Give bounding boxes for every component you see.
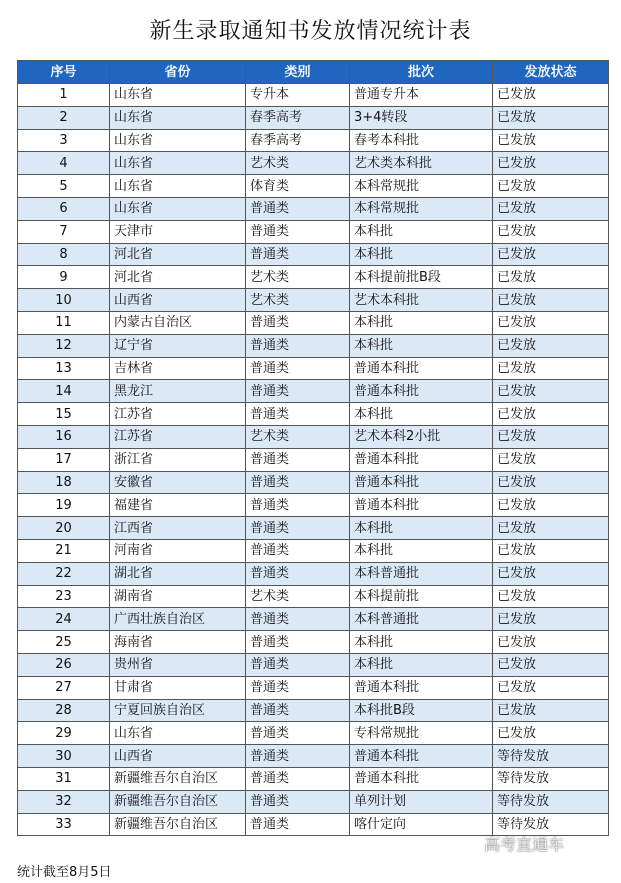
table-row bbox=[18, 84, 609, 107]
cell-batch: 本科批 bbox=[350, 334, 493, 357]
cell-batch: 普通本科批 bbox=[350, 448, 493, 471]
cell-category: 艺术类 bbox=[246, 585, 350, 608]
cell-index: 1 bbox=[18, 84, 110, 107]
cell-status: 已发放 bbox=[493, 243, 609, 266]
cell-batch: 本科批 bbox=[350, 403, 493, 426]
cell-status: 已发放 bbox=[493, 608, 609, 631]
table-row bbox=[18, 494, 609, 517]
cell-batch: 普通专升本 bbox=[350, 84, 493, 107]
table-header-row bbox=[18, 61, 609, 84]
cell-index: 26 bbox=[18, 653, 110, 676]
column-header-status: 发放状态 bbox=[493, 61, 609, 84]
table-row bbox=[18, 152, 609, 175]
cell-category: 普通类 bbox=[246, 745, 350, 768]
table-row bbox=[18, 448, 609, 471]
table-row bbox=[18, 425, 609, 448]
cell-province: 山东省 bbox=[110, 106, 246, 129]
cell-batch: 春考本科批 bbox=[350, 129, 493, 152]
cell-category: 普通类 bbox=[246, 197, 350, 220]
cell-batch: 喀什定向 bbox=[350, 813, 493, 836]
table-row bbox=[18, 653, 609, 676]
cell-province: 黑龙江 bbox=[110, 380, 246, 403]
column-header-batch: 批次 bbox=[350, 61, 493, 84]
table-row bbox=[18, 699, 609, 722]
cell-province: 新疆维吾尔自治区 bbox=[110, 790, 246, 813]
cell-status: 已发放 bbox=[493, 403, 609, 426]
cell-status: 已发放 bbox=[493, 266, 609, 289]
cell-category: 普通类 bbox=[246, 334, 350, 357]
cell-category: 普通类 bbox=[246, 653, 350, 676]
cell-province: 新疆维吾尔自治区 bbox=[110, 813, 246, 836]
cell-index: 16 bbox=[18, 425, 110, 448]
cell-category: 普通类 bbox=[246, 357, 350, 380]
cell-category: 普通类 bbox=[246, 676, 350, 699]
table-row bbox=[18, 471, 609, 494]
cell-category: 普通类 bbox=[246, 243, 350, 266]
statistics-table bbox=[17, 60, 609, 836]
cell-batch: 艺术本科批 bbox=[350, 289, 493, 312]
cell-province: 江西省 bbox=[110, 517, 246, 540]
cell-status: 已发放 bbox=[493, 106, 609, 129]
cell-province: 贵州省 bbox=[110, 653, 246, 676]
cell-batch: 单列计划 bbox=[350, 790, 493, 813]
cell-province: 辽宁省 bbox=[110, 334, 246, 357]
cell-index: 10 bbox=[18, 289, 110, 312]
cell-category: 普通类 bbox=[246, 790, 350, 813]
cell-status: 已发放 bbox=[493, 129, 609, 152]
table-row bbox=[18, 380, 609, 403]
cell-province: 新疆维吾尔自治区 bbox=[110, 767, 246, 790]
cell-province: 浙江省 bbox=[110, 448, 246, 471]
cell-batch: 本科常规批 bbox=[350, 175, 493, 198]
cell-index: 30 bbox=[18, 745, 110, 768]
cell-province: 山东省 bbox=[110, 197, 246, 220]
cell-status: 已发放 bbox=[493, 357, 609, 380]
table-row bbox=[18, 357, 609, 380]
cell-province: 河南省 bbox=[110, 539, 246, 562]
cell-status: 已发放 bbox=[493, 311, 609, 334]
cell-province: 山东省 bbox=[110, 175, 246, 198]
cell-batch: 艺术本科2小批 bbox=[350, 425, 493, 448]
table-row bbox=[18, 311, 609, 334]
cell-index: 15 bbox=[18, 403, 110, 426]
cell-batch: 普通本科批 bbox=[350, 357, 493, 380]
table-row bbox=[18, 197, 609, 220]
cell-index: 17 bbox=[18, 448, 110, 471]
cell-province: 吉林省 bbox=[110, 357, 246, 380]
cell-batch: 本科提前批 bbox=[350, 585, 493, 608]
cell-category: 普通类 bbox=[246, 517, 350, 540]
column-header-index: 序号 bbox=[18, 61, 110, 84]
cell-index: 5 bbox=[18, 175, 110, 198]
cell-index: 12 bbox=[18, 334, 110, 357]
table-row bbox=[18, 722, 609, 745]
cell-index: 33 bbox=[18, 813, 110, 836]
cell-batch: 普通本科批 bbox=[350, 745, 493, 768]
cell-category: 春季高考 bbox=[246, 129, 350, 152]
cell-province: 天津市 bbox=[110, 220, 246, 243]
cell-index: 7 bbox=[18, 220, 110, 243]
cell-province: 山西省 bbox=[110, 745, 246, 768]
table-row bbox=[18, 129, 609, 152]
cell-status: 已发放 bbox=[493, 517, 609, 540]
cell-batch: 普通本科批 bbox=[350, 494, 493, 517]
table-row bbox=[18, 106, 609, 129]
table-row bbox=[18, 790, 609, 813]
table-row bbox=[18, 266, 609, 289]
cell-index: 32 bbox=[18, 790, 110, 813]
table-row bbox=[18, 631, 609, 654]
cell-batch: 3+4转段 bbox=[350, 106, 493, 129]
cell-batch: 本科批 bbox=[350, 517, 493, 540]
cell-batch: 专科常规批 bbox=[350, 722, 493, 745]
cell-batch: 普通本科批 bbox=[350, 380, 493, 403]
cell-status: 等待发放 bbox=[493, 767, 609, 790]
cell-status: 已发放 bbox=[493, 585, 609, 608]
table-row bbox=[18, 220, 609, 243]
cell-index: 13 bbox=[18, 357, 110, 380]
cell-batch: 本科批 bbox=[350, 220, 493, 243]
cell-status: 已发放 bbox=[493, 471, 609, 494]
cell-index: 28 bbox=[18, 699, 110, 722]
cell-category: 普通类 bbox=[246, 311, 350, 334]
cell-batch: 本科批 bbox=[350, 653, 493, 676]
cell-category: 艺术类 bbox=[246, 289, 350, 312]
page-title: 新生录取通知书发放情况统计表 bbox=[149, 19, 472, 44]
cell-province: 山西省 bbox=[110, 289, 246, 312]
cell-category: 体育类 bbox=[246, 175, 350, 198]
table-row bbox=[18, 539, 609, 562]
cell-status: 已发放 bbox=[493, 653, 609, 676]
cell-category: 普通类 bbox=[246, 562, 350, 585]
table-row bbox=[18, 243, 609, 266]
cell-batch: 本科普通批 bbox=[350, 608, 493, 631]
table-row bbox=[18, 608, 609, 631]
cell-province: 福建省 bbox=[110, 494, 246, 517]
cell-category: 普通类 bbox=[246, 631, 350, 654]
cell-status: 已发放 bbox=[493, 175, 609, 198]
cell-status: 已发放 bbox=[493, 676, 609, 699]
cell-index: 8 bbox=[18, 243, 110, 266]
cell-index: 25 bbox=[18, 631, 110, 654]
table-row bbox=[18, 676, 609, 699]
cell-status: 已发放 bbox=[493, 197, 609, 220]
column-header-province: 省份 bbox=[110, 61, 246, 84]
cell-province: 内蒙古自治区 bbox=[110, 311, 246, 334]
table-row bbox=[18, 403, 609, 426]
cell-index: 14 bbox=[18, 380, 110, 403]
cell-index: 9 bbox=[18, 266, 110, 289]
cell-status: 已发放 bbox=[493, 699, 609, 722]
cell-province: 山东省 bbox=[110, 722, 246, 745]
cell-status: 已发放 bbox=[493, 539, 609, 562]
cell-index: 22 bbox=[18, 562, 110, 585]
table-row bbox=[18, 175, 609, 198]
cell-index: 6 bbox=[18, 197, 110, 220]
cell-status: 已发放 bbox=[493, 448, 609, 471]
footer-note: 统计截至8月5日 bbox=[17, 865, 112, 880]
cell-province: 河北省 bbox=[110, 266, 246, 289]
cell-batch: 普通本科批 bbox=[350, 471, 493, 494]
table-body bbox=[18, 84, 609, 836]
cell-index: 20 bbox=[18, 517, 110, 540]
cell-batch: 本科批B段 bbox=[350, 699, 493, 722]
cell-index: 23 bbox=[18, 585, 110, 608]
column-header-category: 类别 bbox=[246, 61, 350, 84]
cell-batch: 普通本科批 bbox=[350, 676, 493, 699]
cell-province: 海南省 bbox=[110, 631, 246, 654]
cell-index: 31 bbox=[18, 767, 110, 790]
cell-index: 24 bbox=[18, 608, 110, 631]
cell-category: 专升本 bbox=[246, 84, 350, 107]
cell-status: 等待发放 bbox=[493, 790, 609, 813]
cell-status: 等待发放 bbox=[493, 745, 609, 768]
table-row bbox=[18, 745, 609, 768]
table-row bbox=[18, 517, 609, 540]
cell-batch: 本科普通批 bbox=[350, 562, 493, 585]
table-row bbox=[18, 767, 609, 790]
cell-province: 湖北省 bbox=[110, 562, 246, 585]
cell-status: 已发放 bbox=[493, 722, 609, 745]
table-row bbox=[18, 585, 609, 608]
cell-category: 普通类 bbox=[246, 608, 350, 631]
cell-province: 山东省 bbox=[110, 129, 246, 152]
cell-batch: 本科批 bbox=[350, 539, 493, 562]
cell-province: 宁夏回族自治区 bbox=[110, 699, 246, 722]
cell-index: 18 bbox=[18, 471, 110, 494]
cell-category: 普通类 bbox=[246, 220, 350, 243]
table-row bbox=[18, 289, 609, 312]
cell-province: 山东省 bbox=[110, 84, 246, 107]
cell-index: 2 bbox=[18, 106, 110, 129]
cell-category: 普通类 bbox=[246, 539, 350, 562]
cell-province: 江苏省 bbox=[110, 403, 246, 426]
cell-province: 河北省 bbox=[110, 243, 246, 266]
cell-category: 普通类 bbox=[246, 380, 350, 403]
cell-province: 山东省 bbox=[110, 152, 246, 175]
cell-batch: 本科提前批B段 bbox=[350, 266, 493, 289]
cell-category: 普通类 bbox=[246, 767, 350, 790]
cell-province: 江苏省 bbox=[110, 425, 246, 448]
cell-category: 普通类 bbox=[246, 699, 350, 722]
table-row bbox=[18, 562, 609, 585]
cell-category: 普通类 bbox=[246, 494, 350, 517]
cell-category: 普通类 bbox=[246, 403, 350, 426]
cell-category: 普通类 bbox=[246, 448, 350, 471]
cell-category: 普通类 bbox=[246, 471, 350, 494]
cell-index: 19 bbox=[18, 494, 110, 517]
cell-status: 已发放 bbox=[493, 289, 609, 312]
table-row bbox=[18, 334, 609, 357]
cell-province: 湖南省 bbox=[110, 585, 246, 608]
cell-index: 3 bbox=[18, 129, 110, 152]
cell-batch: 普通本科批 bbox=[350, 767, 493, 790]
watermark-text: 高考直通车 bbox=[484, 835, 565, 854]
cell-province: 安徽省 bbox=[110, 471, 246, 494]
cell-status: 已发放 bbox=[493, 334, 609, 357]
cell-province: 广西壮族自治区 bbox=[110, 608, 246, 631]
cell-batch: 本科批 bbox=[350, 311, 493, 334]
cell-category: 春季高考 bbox=[246, 106, 350, 129]
cell-batch: 本科常规批 bbox=[350, 197, 493, 220]
cell-category: 普通类 bbox=[246, 722, 350, 745]
cell-status: 已发放 bbox=[493, 425, 609, 448]
cell-index: 4 bbox=[18, 152, 110, 175]
cell-batch: 本科批 bbox=[350, 631, 493, 654]
cell-status: 已发放 bbox=[493, 152, 609, 175]
cell-category: 艺术类 bbox=[246, 425, 350, 448]
cell-batch: 本科批 bbox=[350, 243, 493, 266]
cell-status: 等待发放 bbox=[493, 813, 609, 836]
cell-index: 29 bbox=[18, 722, 110, 745]
cell-category: 普通类 bbox=[246, 813, 350, 836]
cell-status: 已发放 bbox=[493, 220, 609, 243]
cell-province: 甘肃省 bbox=[110, 676, 246, 699]
cell-status: 已发放 bbox=[493, 631, 609, 654]
cell-index: 11 bbox=[18, 311, 110, 334]
cell-batch: 艺术类本科批 bbox=[350, 152, 493, 175]
cell-status: 已发放 bbox=[493, 494, 609, 517]
cell-category: 艺术类 bbox=[246, 266, 350, 289]
cell-status: 已发放 bbox=[493, 380, 609, 403]
cell-index: 21 bbox=[18, 539, 110, 562]
cell-status: 已发放 bbox=[493, 84, 609, 107]
cell-category: 艺术类 bbox=[246, 152, 350, 175]
cell-status: 已发放 bbox=[493, 562, 609, 585]
cell-index: 27 bbox=[18, 676, 110, 699]
